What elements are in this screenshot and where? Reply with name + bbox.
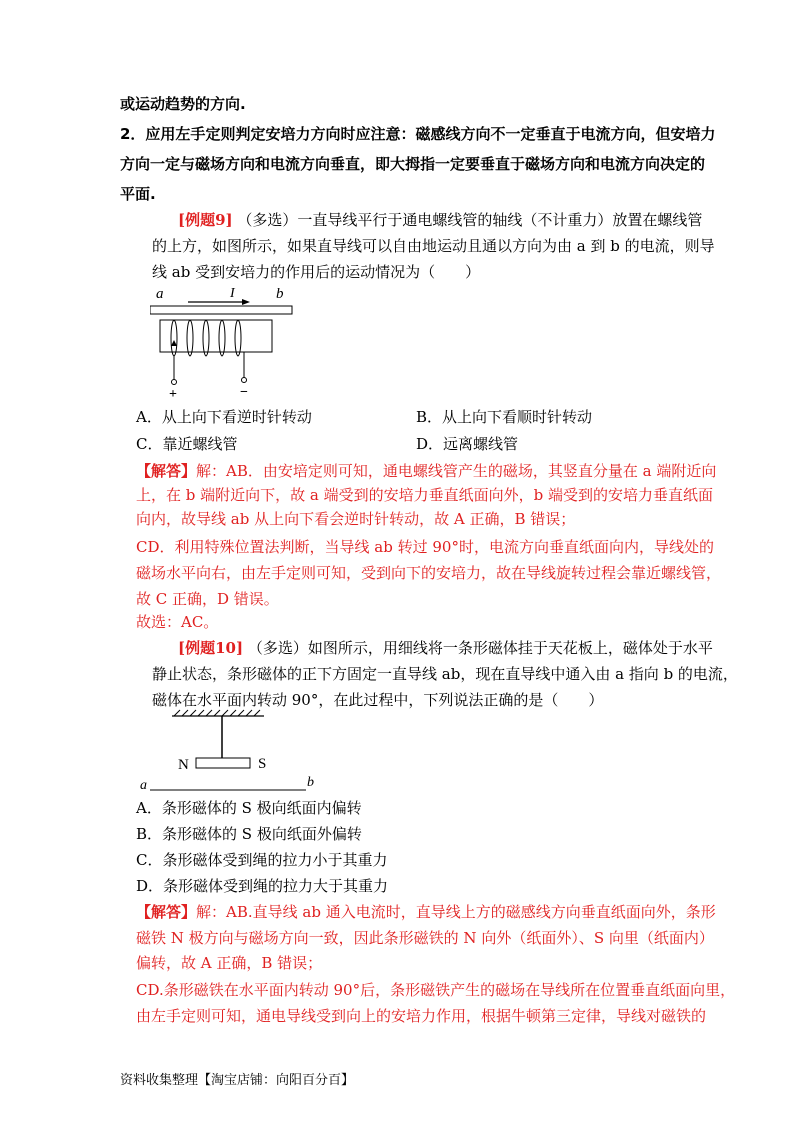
note-line-4: 平面. [120,185,156,203]
example9-text-1: （多选）一直导线平行于通电螺线管的轴线（不计重力）放置在螺线管 [237,211,703,229]
example10-line-3: 磁体在水平面内转动 90°，在此过程中，下列说法正确的是（ ） [152,691,604,709]
example9-option-b: B．从上向下看顺时针转动 [416,408,593,426]
example10-text-1: （多选）如图所示，用细线将一条形磁体挂于天花板上，磁体处于水平 [247,639,713,657]
solenoid-figure [150,282,300,400]
example10-answer-line-4: CD.条形磁铁在水平面内转动 90°后，条形磁铁产生的磁场在导线所在位置垂直纸面向里， [136,981,736,999]
example9-answer-line-2: 上，在 b 端附近向下，故 a 端受到的安培力垂直纸面向外，b 端受到的安培力垂直纸面 [136,486,713,504]
current-arrow-head [242,299,250,305]
terminal-positive [172,380,177,385]
example10-line-2: 静止状态，条形磁体的正下方固定一直导线 ab，现在直导线中通入由 a 指向 b 的电流， [152,665,738,683]
example10-answer-label: 【解答】 [136,903,197,921]
example9-answer-line-4: CD．利用特殊位置法判断，当导线 ab 转过 90°时，电流方向垂直纸面向内，导线处的 [136,538,714,556]
example10-option-b: B．条形磁体的 S 极向纸面外偏转 [136,825,362,843]
plus-sign: + [169,387,177,400]
example9-option-a: A．从上向下看逆时针转动 [136,408,312,426]
example9-line-3: 线 ab 受到安培力的作用后的运动情况为（ ） [152,263,481,281]
example9-answer-line-3: 向内，故导线 ab 从上向下看会逆时针转动，故 A 正确，B 错误； [136,510,576,528]
note-line-2: 2．应用左手定则判定安培力方向时应注意：磁感线方向不一定垂直于电流方向，但安培力 [120,125,716,143]
example9-option-d: D．远离螺线管 [416,435,519,453]
example10-answer-line-5: 由左手定则可知，通电导线受到向上的安培力作用，根据牛顿第三定律，导线对磁铁的 [136,1007,707,1025]
terminal-negative [242,378,247,383]
example9-line-1 [178,210,702,230]
example10-answer-line-3: 偏转，故 A 正确，B 错误； [136,954,323,972]
example10-option-c: C．条形磁体受到绳的拉力小于其重力 [136,851,388,869]
example10-option-d: D．条形磁体受到绳的拉力大于其重力 [136,877,389,895]
straight-wire [150,306,292,314]
figure-label-b: b [276,286,284,302]
example10-answer-line-1 [136,902,716,922]
example10-answer-line-2: 磁铁 N 极方向与磁场方向一致，因此条形磁铁的 N 向外（纸面外）、S 向里（纸面内） [136,929,714,947]
example9-answer-line-7: 故选：AC。 [136,613,219,631]
wire-label-a: a [140,778,147,793]
example9-option-c: C．靠近螺线管 [136,435,238,453]
example9-answer-line-5: 磁场水平向右，由左手定则可知，受到向下的安培力，故在导线旋转过程会靠近螺线管， [136,564,722,582]
page-footer: 资料收集整理【淘宝店铺：向阳百分百】 [120,1073,355,1088]
magnet-pole-s: S [258,756,267,772]
example9-label: [例题9] [178,211,233,229]
example9-answer-line-1 [136,461,716,481]
wire-label-b: b [307,775,314,790]
example9-line-2: 的上方，如图所示，如果直导线可以自由地运动且通以方向为由 a 到 b 的电流，则导 [152,237,715,255]
magnet-figure [138,708,324,798]
note-line-1: 或运动趋势的方向. [120,95,246,113]
example9-answer-label: 【解答】 [136,462,197,480]
example10-answer-text-1: 解：AB.直导线 ab 通入电流时，直导线上方的磁感线方向垂直纸面向外，条形 [196,903,716,921]
note-line-3: 方向一定与磁场方向和电流方向垂直，即大拇指一定要垂直于磁场方向和电流方向决定的 [120,155,706,173]
example10-option-a: A．条形磁体的 S 极向纸面内偏转 [136,799,362,817]
figure-label-a: a [156,286,164,302]
ceiling-hatching [174,710,260,716]
example10-line-1 [178,638,713,658]
magnet-pole-n: N [178,757,189,773]
bar-magnet [196,758,250,768]
example10-label: [例题10] [178,639,244,657]
minus-sign: − [240,385,248,400]
figure-label-current: I [230,286,235,301]
example9-answer-text-1: 解：AB．由安培定则可知，通电螺线管产生的磁场，其竖直分量在 a 端附近向 [196,462,717,480]
example9-answer-line-6: 故 C 正确，D 错误。 [136,590,279,608]
